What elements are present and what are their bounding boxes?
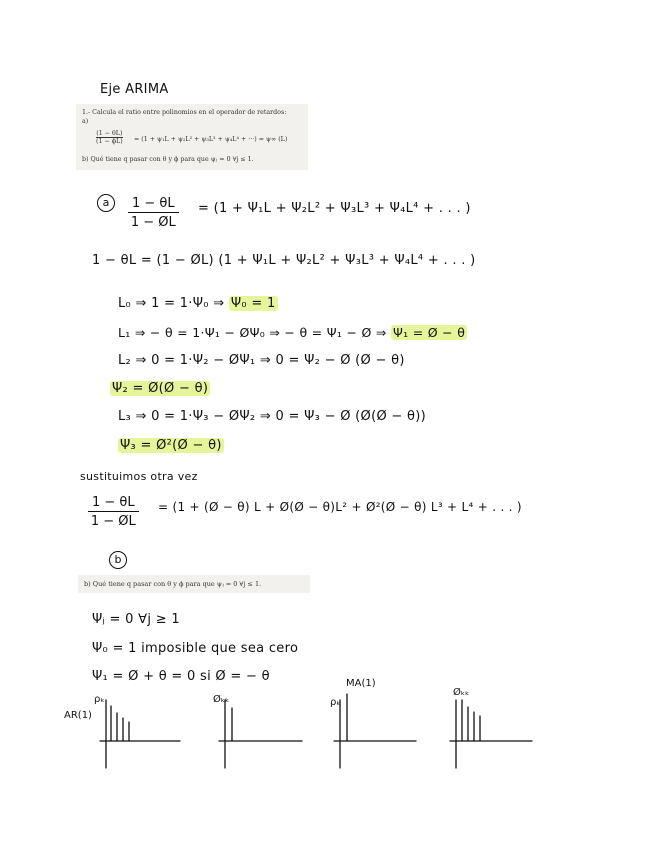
- eq1-den: 1 − ØL: [130, 215, 176, 230]
- eq1-num: 1 − θL: [128, 196, 179, 213]
- problem-part-a: a): [82, 118, 89, 125]
- part-a-circle: a: [97, 194, 115, 212]
- plot4-pacf-label: Øₖₖ: [453, 687, 470, 698]
- step-l1-result: Ψ₁ = Ø − θ: [392, 325, 466, 340]
- eq3-den: 1 − ØL: [90, 514, 136, 529]
- step-l3-result: Ψ₃ = Ø²(Ø − θ): [120, 438, 222, 453]
- eq3-rhs: = (1 + (Ø − θ) L + Ø(Ø − θ)L² + Ø²(Ø − θ) L³ + L⁴ + . . . ): [158, 500, 522, 514]
- problem-frac-den: (1 − ϕL): [96, 138, 123, 145]
- problem-frac-num: (1 − θL): [96, 130, 123, 137]
- step-l1-text: L₁ ⇒ − θ = 1·Ψ₁ − ØΨ₀ ⇒ − θ = Ψ₁ − Ø ⇒: [118, 325, 387, 340]
- step-l2-result: Ψ₂ = Ø(Ø − θ): [112, 381, 209, 396]
- plot2-pacf-label: Øₖₖ: [213, 694, 230, 705]
- b-line-1: Ψⱼ = 0 ∀j ≥ 1: [92, 612, 180, 627]
- substitute-note: sustituimos otra vez: [80, 470, 198, 483]
- eq3-num: 1 − θL: [88, 495, 139, 512]
- b-line-3: Ψ₁ = Ø + θ = 0 si Ø = − θ: [92, 669, 270, 684]
- step-l2: L₂ ⇒ 0 = 1·Ψ₂ − ØΨ₁ ⇒ 0 = Ψ₂ − Ø (Ø − θ): [118, 353, 405, 368]
- problem-equation: = (1 + ψ₁L + ψ₂L² + ψ₃L³ + ψ₄L⁴ + ···) = ψ∞ (L): [134, 136, 288, 143]
- eq1-rhs: = (1 + Ψ₁L + Ψ₂L² + Ψ₃L³ + Ψ₄L⁴ + . . . ): [198, 201, 471, 216]
- step-l3: L₃ ⇒ 0 = 1·Ψ₃ − ØΨ₂ ⇒ 0 = Ψ₃ − Ø (Ø(Ø − θ)): [118, 409, 427, 424]
- b-line-2: Ψ₀ = 1 imposible que sea cero: [92, 641, 299, 656]
- page-title: Eje ARIMA: [100, 82, 169, 97]
- plot3-rho-label: ρₖ: [330, 697, 341, 708]
- ar1-label: AR(1): [64, 710, 92, 721]
- plot1-rho-label: ρₖ: [94, 694, 105, 705]
- step-l0-result: Ψ₀ = 1: [230, 296, 276, 311]
- problem-heading: 1.- Calcula el ratio entre polinomios en el operador de retardos:: [82, 109, 287, 116]
- ma1-label: MA(1): [346, 678, 376, 689]
- problem-part-b: b) Qué tiene q pasar con θ y ϕ para que ψⱼ = 0 ∀j ≤ 1.: [82, 156, 254, 163]
- part-b-box-text: b) Qué tiene q pasar con θ y ϕ para que ψⱼ = 0 ∀j ≤ 1.: [84, 580, 262, 588]
- step-l0-text: L₀ ⇒ 1 = 1·Ψ₀ ⇒: [118, 296, 225, 311]
- eq2: 1 − θL = (1 − ØL) (1 + Ψ₁L + Ψ₂L² + Ψ₃L³ + Ψ₄L⁴ + . . . ): [92, 253, 476, 268]
- part-b-circle: b: [109, 551, 127, 569]
